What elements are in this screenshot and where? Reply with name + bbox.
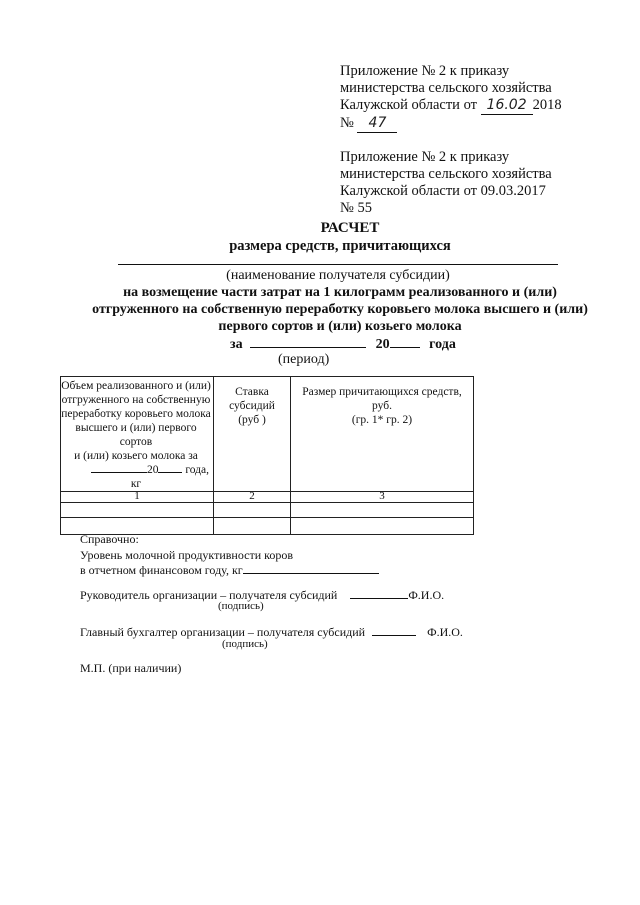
period-year-blank xyxy=(390,347,420,348)
reference-label: Справочно: xyxy=(80,532,139,546)
reference-block xyxy=(80,532,379,577)
header-1-line1: Приложение № 2 к приказу xyxy=(340,63,510,79)
table-cell xyxy=(291,503,474,518)
period-caption: (период) xyxy=(278,352,330,367)
document-subtitle: размера средств, причитающихся xyxy=(229,238,451,254)
header-2-line1: Приложение № 2 к приказу xyxy=(340,149,510,165)
table-header-col3: Размер причитающихся средств, руб. (гр. 1* гр. 2) xyxy=(291,377,474,492)
period-line: за 20 года xyxy=(230,337,456,352)
header-1-line2: министерства сельского хозяйства xyxy=(340,80,552,96)
table-row xyxy=(61,492,474,503)
header-1-line4: № 47 xyxy=(340,115,562,133)
calculation-table xyxy=(60,376,474,535)
head-signature-caption: (подпись) xyxy=(218,600,264,612)
table-header-col1: Объем реализованного и (или) отгруженного на собственную переработку коровьего молока высшего и (или) первого сортов и (или) козьего молока за 20 года, кг xyxy=(61,377,214,492)
table-header-col2: Ставка субсидий (руб ) xyxy=(214,377,291,492)
reference-line-2: в отчетном финансовом году, кг xyxy=(80,563,379,577)
reference-line-1: Уровень молочной продуктивности коров xyxy=(80,548,294,562)
header-2 xyxy=(340,149,552,217)
col-number-3: 3 xyxy=(291,492,474,503)
header-1-line3: Калужской области от 16.02 2018 xyxy=(340,97,562,113)
handwritten-date: 16.02 xyxy=(481,97,533,115)
document-title: РАСЧЕТ xyxy=(320,220,380,236)
head-signature-line: Руководитель организации – получателя субсидий Ф.И.О. xyxy=(80,588,445,602)
header-1 xyxy=(340,63,562,133)
accountant-signature-line: Главный бухгалтер организации – получателя субсидий Ф.И.О. xyxy=(80,625,463,639)
header-2-line2: министерства сельского хозяйства xyxy=(340,166,552,182)
handwritten-number: 47 xyxy=(357,115,397,133)
table-cell xyxy=(214,503,291,518)
period-blank xyxy=(250,347,366,348)
header-2-line4: № 55 xyxy=(340,200,372,216)
recipient-name-line xyxy=(118,264,558,265)
table-cell xyxy=(61,503,214,518)
col-number-2: 2 xyxy=(214,492,291,503)
col-number-1: 1 xyxy=(61,492,214,503)
purpose-text: на возмещение части затрат на 1 килограмм реализованного и (или) отгруженного на собственную переработку коровьего молока высшего и (или) первого сортов и (или) козьего молока xyxy=(92,285,588,334)
stamp-place: М.П. (при наличии) xyxy=(80,661,182,675)
header-2-line3: Калужской области от 09.03.2017 xyxy=(340,183,546,199)
table-row xyxy=(61,503,474,518)
recipient-caption: (наименование получателя субсидии) xyxy=(226,268,450,283)
accountant-signature-caption: (подпись) xyxy=(222,638,268,650)
